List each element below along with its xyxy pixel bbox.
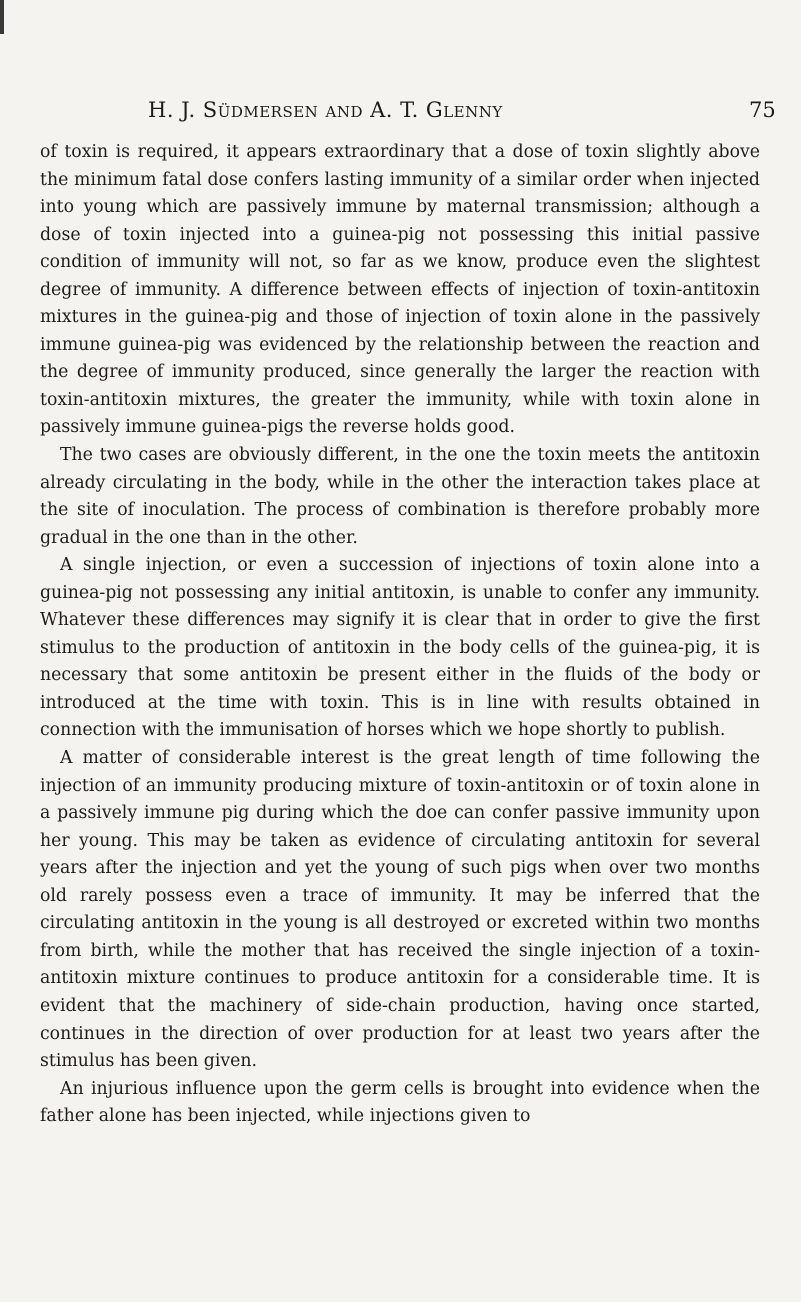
paragraph: A single injection, or even a succession of injections of toxin alone into a guinea-pig not possessing any initial antitoxin, is unable to confer any immunity. Whatever these differences may signify it is clear that in order to give the first stimulus to the production of antitoxin in the body cells of the guinea-pig, it is necessary that some antitoxin be present either in the fluids of the body or introduced at the time with toxin. This is in line with results obtained in connection with the immunisation of horses which we hope shortly to publish. xyxy=(40,555,760,741)
page-edge-mark xyxy=(0,0,4,34)
running-title: H. J. Südmersen and A. T. Glenny xyxy=(148,98,503,122)
paragraph: A matter of considerable interest is the great length of time following the injection of an immunity producing mixture of toxin-antitoxin or of toxin alone in a passively immune pig during which the doe can confer passive immunity upon her young. This may be taken as evidence of circulating antitoxin for several years after the injection and yet the young of such pigs when over two months old rarely possess even a trace of immunity. It may be inferred that the circulating antitoxin in the young is all destroyed or excreted within two months from birth, while the mother that has received the single injection of a toxin-antitoxin mixture continues to produce antitoxin for a considerable time. It is evident that the machinery of side-chain production, having once started, continues in the direction of over production for at least two years after the stimulus has been given. xyxy=(40,748,760,1072)
paragraph: An injurious influence upon the germ cells is brought into evidence when the father alone has been injected, while injections given to xyxy=(40,1078,760,1127)
running-head xyxy=(0,98,801,128)
paragraph: The two cases are obviously different, in the one the toxin meets the antitoxin already circulating in the body, while in the other the interaction takes place at the site of inoculation. The process of combination is therefore probably more gradual in the one than in the other. xyxy=(40,445,760,548)
page-number: 75 xyxy=(749,98,776,122)
paragraph-continued: of toxin is required, it appears extraordinary that a dose of toxin slightly above the minimum fatal dose confers lasting immunity of a similar order when injected into young which are passively immune by maternal transmission; although a dose of toxin injected into a guinea-pig not possessing this initial passive condition of immunity will not, so far as we know, produce even the slightest degree of immunity. A difference between effects of injection of toxin-antitoxin mixtures in the guinea-pig and those of injection of toxin alone in the passively immune guinea-pig was evidenced by the relationship between the reaction and the degree of immunity produced, since generally the larger the reaction with toxin-antitoxin mixtures, the greater the immunity, while with toxin alone in passively immune guinea-pigs the reverse holds good. xyxy=(40,142,760,438)
body-text xyxy=(40,139,760,1131)
